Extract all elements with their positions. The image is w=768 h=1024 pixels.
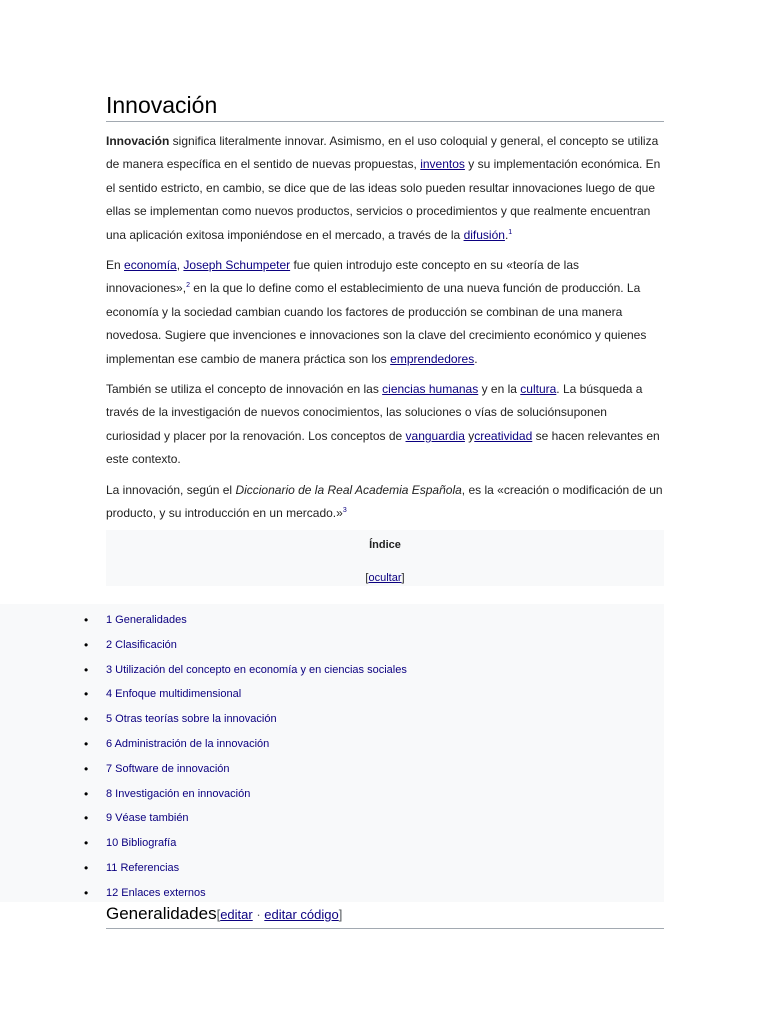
toc-item[interactable] bbox=[0, 732, 664, 757]
bullet-icon: • bbox=[84, 736, 89, 751]
reference-link[interactable]: 3 bbox=[342, 507, 347, 515]
bullet-icon: • bbox=[84, 662, 89, 677]
text-span: En bbox=[106, 258, 125, 273]
toc-item[interactable] bbox=[0, 658, 664, 683]
link-ciencias-humanas[interactable]: ciencias humanas bbox=[382, 382, 479, 397]
text-span: y su implementación económica. En el sentido estricto, en cambio, se dice que de las ideas solo pueden resultar innovaciones luego de que ellas se implementan como nuevos productos, servicios o procedimientos y que realmente encuentran una aplicación exitosa imponiéndose en el mercado, a través de la bbox=[106, 157, 661, 242]
toc-item[interactable] bbox=[0, 707, 664, 732]
link-creatividad[interactable]: creatividad bbox=[474, 428, 533, 443]
link-emprendedores[interactable]: emprendedores bbox=[390, 351, 475, 366]
separator: · bbox=[252, 907, 265, 922]
toc-hide-link[interactable]: ocultar bbox=[368, 572, 402, 584]
link-economia[interactable]: economía bbox=[124, 258, 177, 273]
toc-title: Índice bbox=[369, 539, 401, 551]
bullet-icon: • bbox=[84, 761, 89, 776]
link-vanguardia[interactable]: vanguardia bbox=[405, 428, 465, 443]
toc-item-label[interactable]: 12 Enlaces externos bbox=[106, 886, 206, 899]
bracket: [ bbox=[216, 907, 221, 922]
text-span: , es la «creación o modificación de un producto, y su introducción en un mercado.» bbox=[106, 482, 663, 521]
text-span: y en la bbox=[478, 382, 521, 397]
reference-3[interactable] bbox=[343, 507, 347, 514]
paragraph-intro bbox=[106, 130, 664, 247]
toc-item-label[interactable]: 8 Investigación en innovación bbox=[106, 787, 251, 800]
page-title: Innovación bbox=[106, 90, 664, 122]
italic-title: Diccionario de la Real Academia Española bbox=[235, 482, 462, 497]
link-cultura[interactable]: cultura bbox=[520, 382, 557, 397]
link-inventos[interactable]: inventos bbox=[420, 157, 465, 172]
bullet-icon: • bbox=[84, 860, 89, 875]
bullet-icon: • bbox=[84, 811, 89, 826]
bullet-icon: • bbox=[84, 885, 89, 900]
bullet-icon: • bbox=[84, 637, 89, 652]
text-span: fue quien introdujo este concepto en su «teoría de las innovaciones», bbox=[106, 258, 579, 296]
text-span: y bbox=[464, 428, 475, 443]
toc-item[interactable] bbox=[0, 782, 664, 807]
paragraph-rae bbox=[106, 479, 664, 526]
link-difusion[interactable]: difusión bbox=[463, 227, 505, 242]
toc-item[interactable] bbox=[0, 608, 664, 633]
text-span: se hacen relevantes en este contexto. bbox=[106, 428, 660, 467]
text-span: , bbox=[176, 258, 184, 273]
text-span: significa literalmente innovar. Asimismo, en el uso coloquial y general, el concepto se utiliza de manera específica en el sentido de nuevas propuestas, bbox=[106, 134, 659, 172]
bracket: [ bbox=[365, 572, 369, 584]
link-joseph-schumpeter[interactable]: Joseph Schumpeter bbox=[183, 258, 291, 273]
toc-item-label[interactable]: 5 Otras teorías sobre la innovación bbox=[106, 713, 277, 726]
paragraph-ciencias bbox=[106, 378, 664, 472]
bracket: ] bbox=[401, 572, 405, 584]
toc-item-label[interactable]: 10 Bibliografía bbox=[106, 837, 177, 850]
toc-item[interactable] bbox=[0, 682, 664, 707]
paragraph-economia bbox=[106, 254, 664, 371]
section-heading bbox=[106, 902, 664, 929]
toc-item[interactable] bbox=[0, 831, 664, 856]
toc-toggle bbox=[106, 572, 664, 584]
text-span: . bbox=[504, 227, 509, 242]
toc-item[interactable] bbox=[0, 856, 664, 881]
toc-item-label[interactable]: 2 Clasificación bbox=[106, 638, 177, 651]
toc-item-label[interactable]: 7 Software de innovación bbox=[106, 762, 230, 775]
text-span: La innovación, según el bbox=[106, 482, 236, 497]
toc-item-label[interactable]: 6 Administración de la innovación bbox=[106, 737, 270, 750]
toc-item[interactable] bbox=[0, 633, 664, 658]
reference-link[interactable]: 2 bbox=[186, 282, 190, 290]
reference-link[interactable]: 1 bbox=[508, 228, 513, 236]
bullet-icon: • bbox=[84, 613, 89, 627]
bullet-icon: • bbox=[84, 786, 89, 801]
text-span: en la que lo define como el establecimiento de una nueva función de producción. La economía y la sociedad cambian cuando los factores de producción se combinan de una manera novedosa. Sugiere que invenciones e innovaciones son la clave del crecimiento económico y quienes implementan ese cambio de manera práctica son los bbox=[106, 281, 647, 366]
edit-link[interactable]: editar bbox=[220, 907, 253, 922]
edit-code-link[interactable]: editar código bbox=[264, 907, 339, 922]
toc-item-label[interactable]: 4 Enfoque multidimensional bbox=[106, 688, 242, 701]
bullet-icon: • bbox=[84, 836, 89, 851]
edit-links bbox=[217, 907, 343, 922]
article-content bbox=[106, 90, 664, 526]
text-span: También se utiliza el concepto de innovación en las bbox=[106, 382, 383, 397]
toc-item[interactable] bbox=[0, 806, 664, 831]
bold-term: Innovación bbox=[106, 134, 170, 148]
section-title: Generalidades bbox=[106, 904, 217, 923]
text-span: . bbox=[474, 351, 478, 366]
bracket: ] bbox=[338, 907, 343, 922]
text-span: . La búsqueda a través de la investigación de nuevos conocimientos, las soluciones o vías de soluciónsuponen curiosidad y placer por la renovación. Los conceptos de bbox=[106, 382, 643, 443]
bullet-icon: • bbox=[84, 687, 89, 702]
toc-item-label[interactable]: 11 Referencias bbox=[106, 861, 180, 874]
toc-item-label[interactable]: 1 Generalidades bbox=[106, 614, 187, 626]
bullet-icon: • bbox=[84, 712, 89, 727]
toc-item[interactable] bbox=[0, 757, 664, 782]
toc-item-label[interactable]: 9 Véase también bbox=[106, 812, 189, 825]
reference-1[interactable] bbox=[508, 229, 512, 236]
toc-list bbox=[0, 608, 664, 906]
toc-item-label[interactable]: 3 Utilización del concepto en economía y en ciencias sociales bbox=[106, 663, 407, 676]
toc-header bbox=[106, 530, 664, 586]
